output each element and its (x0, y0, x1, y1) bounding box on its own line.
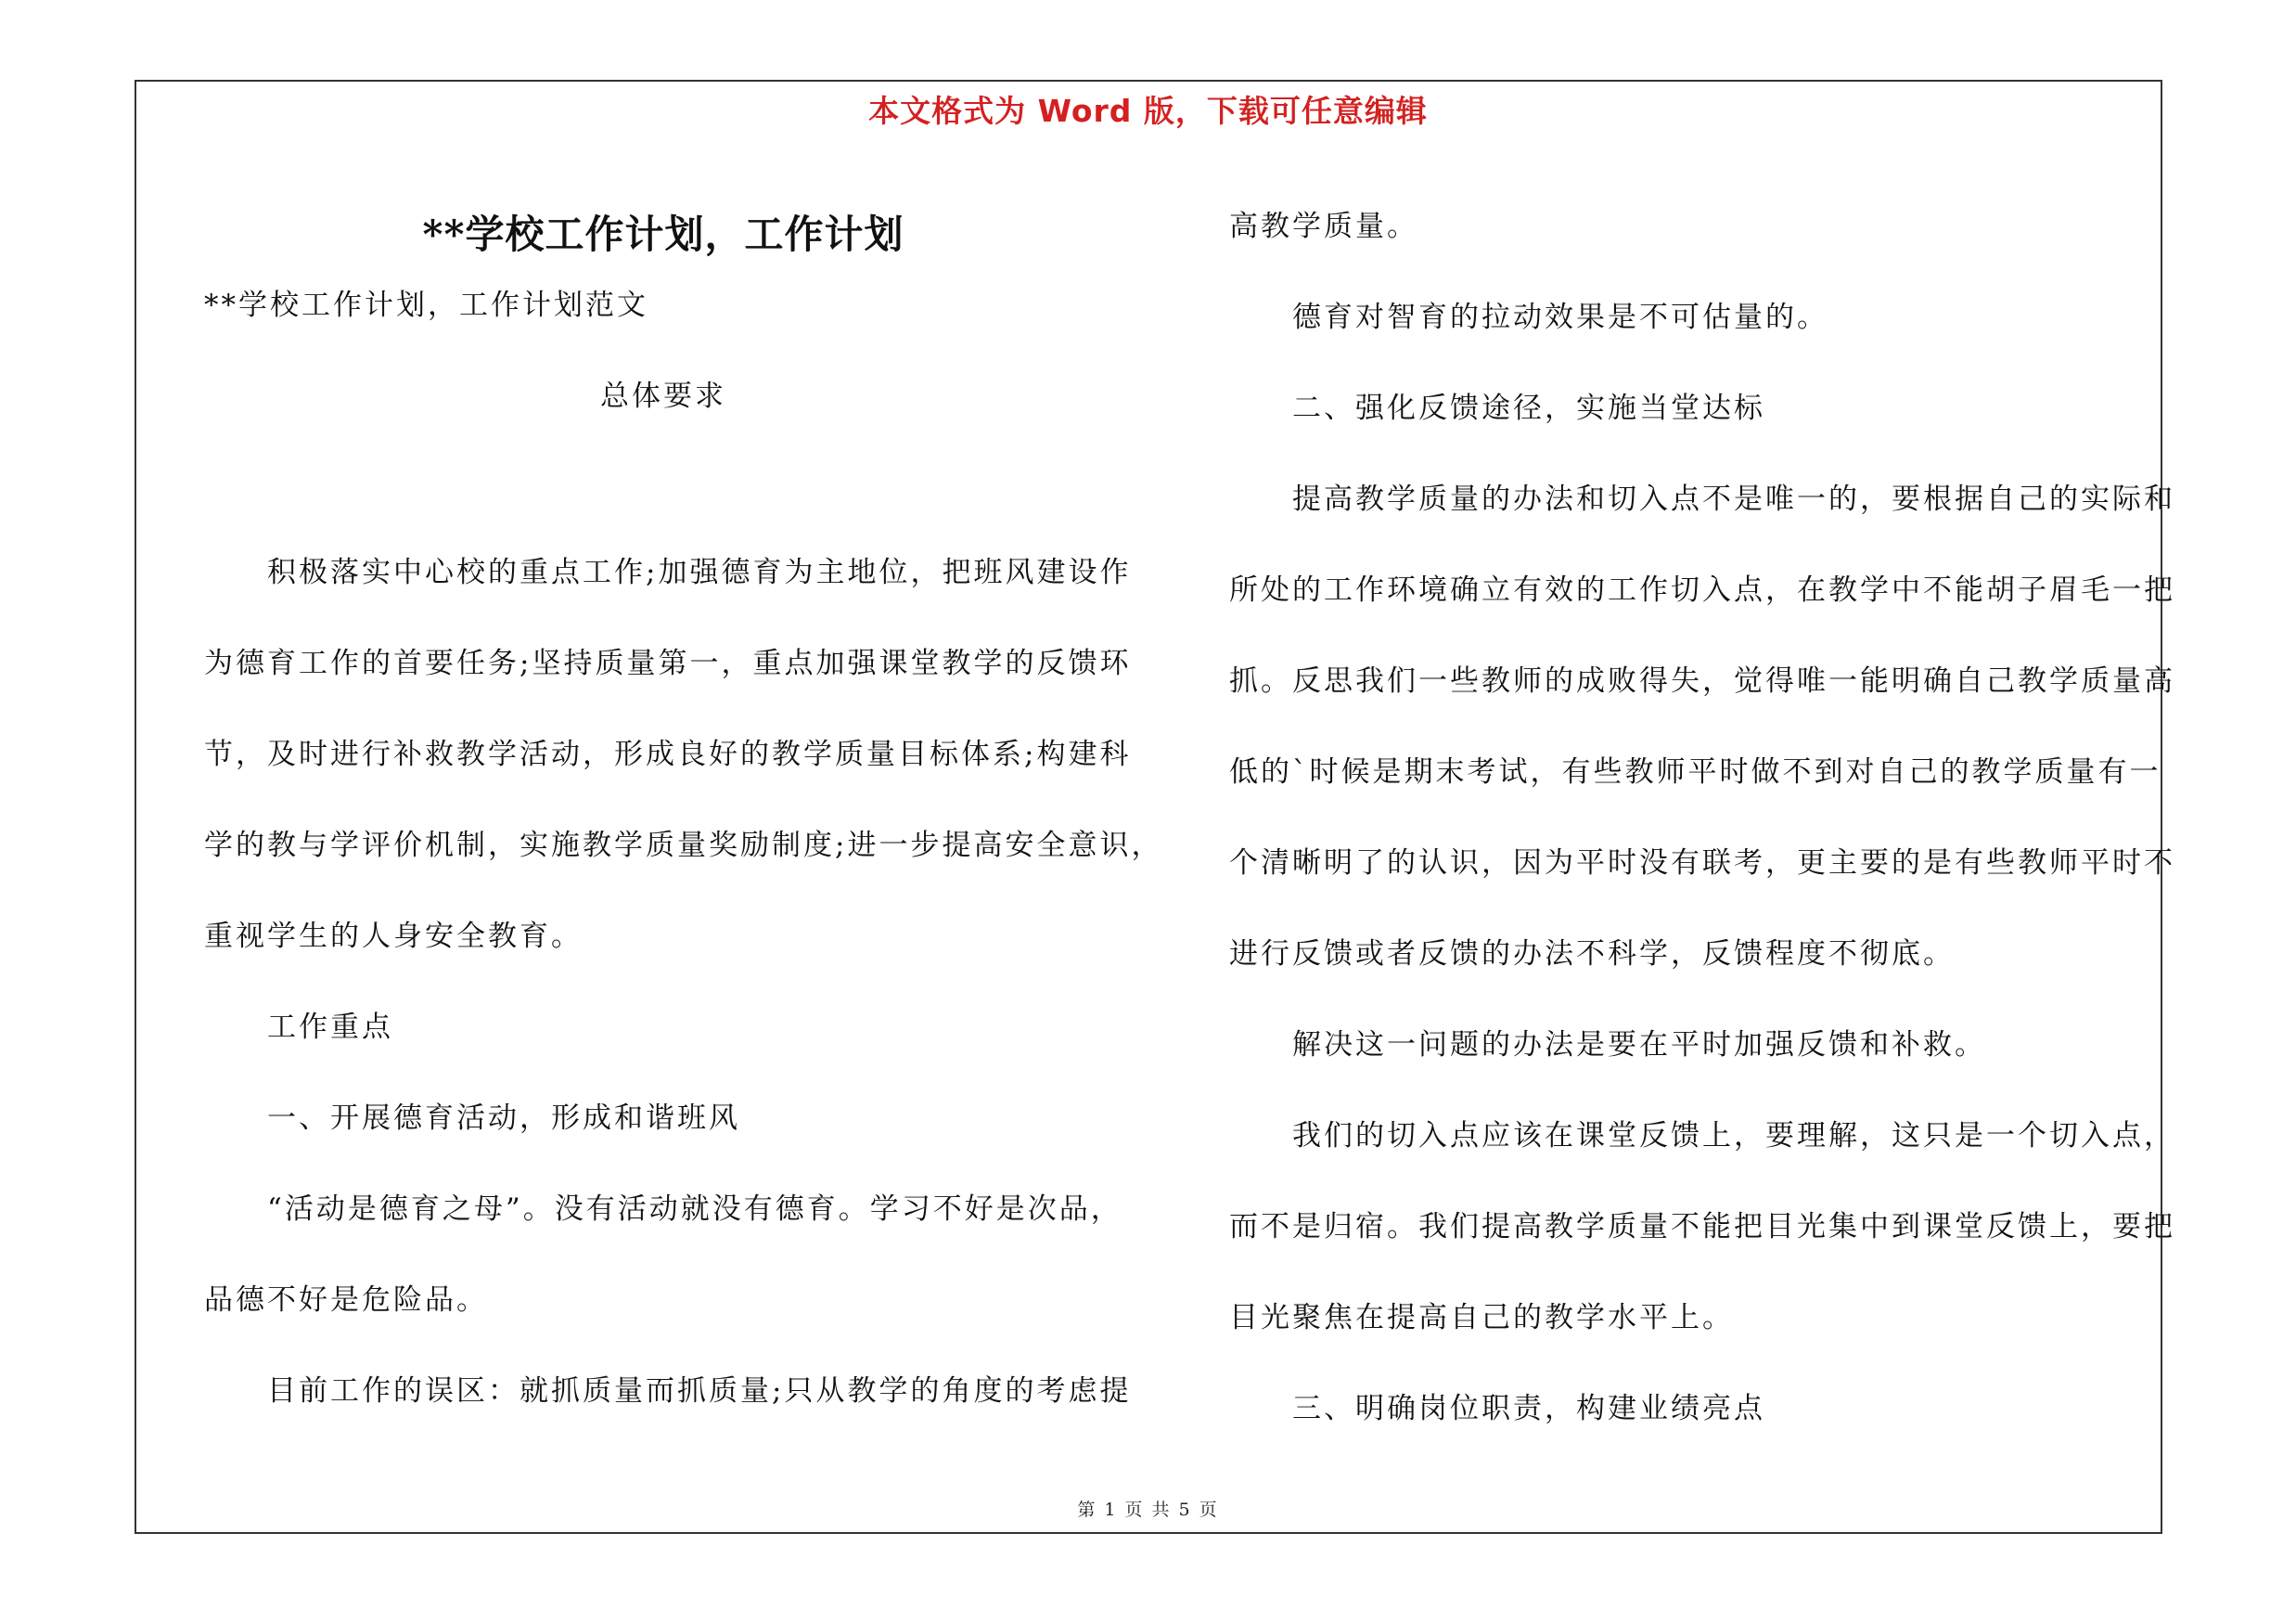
text-line: 目光聚焦在提高自己的教学水平上。 (1229, 1301, 1734, 1334)
right-column (1229, 181, 2175, 1454)
text-line: 节，及时进行补救教学活动，形成良好的教学质量目标体系;构建科 (204, 738, 1132, 771)
text-line: 而不是归宿。我们提高教学质量不能把目光集中到课堂反馈上，要把 (1229, 1210, 2175, 1243)
text-line: 所处的工作环境确立有效的工作切入点，在教学中不能胡子眉毛一把 (1229, 573, 2175, 607)
page-number: 第 1 页 共 5 页 (1077, 1500, 1219, 1520)
text-line: 目前工作的误区：就抓质量而抓质量;只从教学的角度的考虑提 (267, 1374, 1132, 1408)
text-line: 提高教学质量的办法和切入点不是唯一的，要根据自己的实际和 (1292, 483, 2175, 516)
text-line: 高教学质量。 (1229, 210, 1418, 243)
text-line: 低的`时候是期末考试，有些教师平时做不到对自己的教学质量有一 (1229, 755, 2161, 789)
left-paragraphs (204, 260, 1163, 1436)
text-line: 一、开展德育活动，形成和谐班风 (267, 1101, 740, 1135)
format-banner: 本文格式为 Word 版，下载可任意编辑 (868, 93, 1428, 129)
text-line: “活动是德育之母”。没有活动就没有德育。学习不好是次品， (267, 1192, 1122, 1226)
text-line: 品德不好是危险品。 (204, 1283, 488, 1317)
text-line: 德育对智育的拉动效果是不可估量的。 (1292, 301, 1828, 334)
left-column (204, 186, 1163, 1436)
text-line: 解决这一问题的办法是要在平时加强反馈和补救。 (1292, 1028, 1986, 1062)
text-line: 抓。反思我们一些教师的成败得失，觉得唯一能明确自己教学质量高 (1229, 664, 2175, 698)
document-title: **学校工作计划，工作计划 (422, 212, 904, 257)
text-line: 积极落实中心校的重点工作;加强德育为主地位，把班风建设作 (267, 556, 1132, 589)
text-line: 学的教与学评价机制，实施教学质量奖励制度;进一步提高安全意识， (204, 829, 1163, 862)
text-line: 二、强化反馈途径，实施当堂达标 (1292, 392, 1765, 425)
right-paragraphs (1229, 181, 2175, 1454)
text-line: 进行反馈或者反馈的办法不科学，反馈程度不彻底。 (1229, 937, 1955, 971)
text-line: **学校工作计划，工作计划范文 (204, 289, 648, 322)
text-line: 总体要求 (600, 380, 726, 413)
text-line: 我们的切入点应该在课堂反馈上，要理解，这只是一个切入点， (1292, 1119, 2175, 1153)
text-line: 为德育工作的首要任务;坚持质量第一，重点加强课堂教学的反馈环 (204, 647, 1132, 680)
paragraph-gap (204, 442, 1160, 527)
text-line: 个清晰明了的认识，因为平时没有联考，更主要的是有些教师平时不 (1229, 846, 2175, 880)
text-line: 三、明确岗位职责，构建业绩亮点 (1292, 1392, 1765, 1425)
text-line: 工作重点 (267, 1011, 393, 1044)
text-line: 重视学生的人身安全教育。 (204, 920, 583, 953)
